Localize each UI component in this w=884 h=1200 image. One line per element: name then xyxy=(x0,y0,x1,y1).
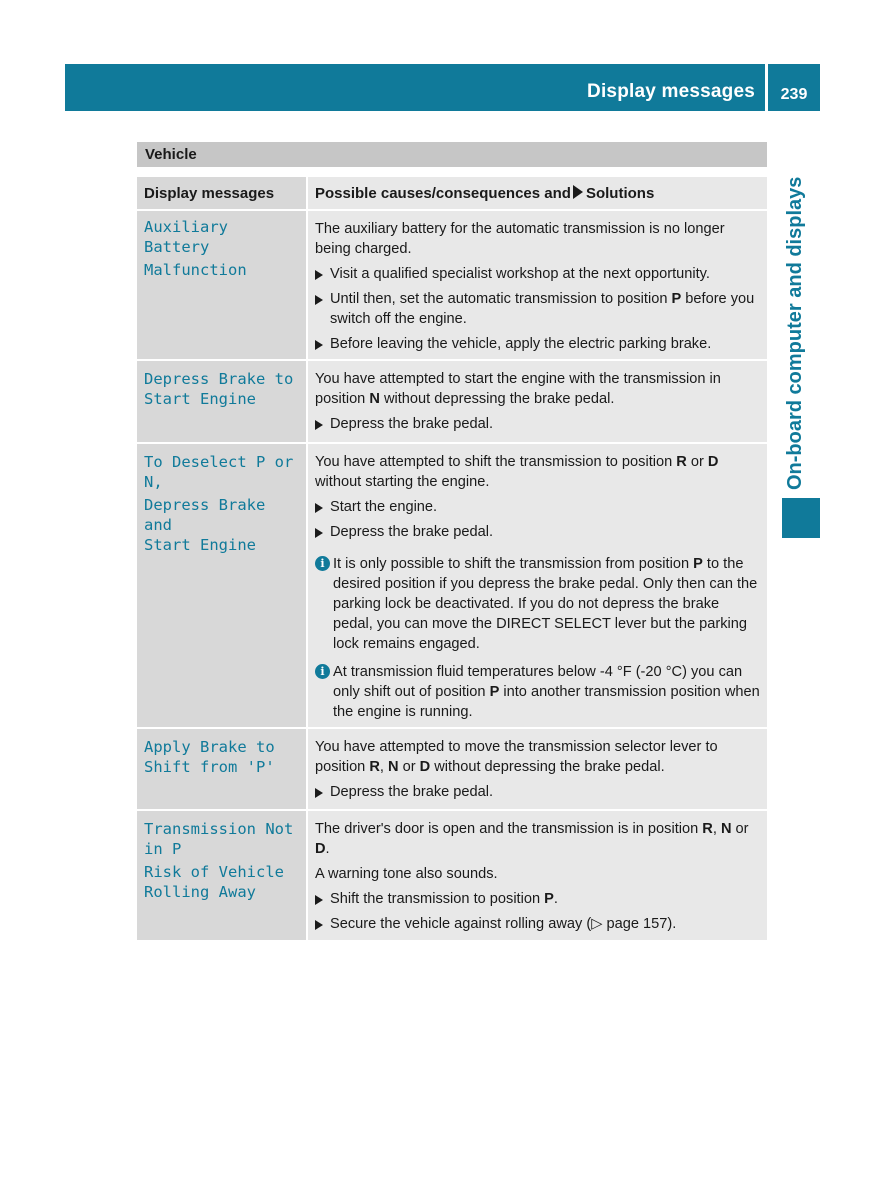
info-text: into another transmission position when the engine is running. xyxy=(333,684,760,720)
cause-text xyxy=(315,369,761,409)
column-header-causes xyxy=(308,177,767,209)
solution-step xyxy=(315,289,761,329)
step-arrow-icon xyxy=(315,295,323,305)
table-row xyxy=(137,209,767,359)
solution-step xyxy=(315,889,761,909)
message-line: Rolling Away xyxy=(144,883,256,901)
cause-text-part: You have attempted to start the engine with the transmission in position xyxy=(315,371,721,407)
cause-text-part: or xyxy=(686,454,708,470)
step-arrow-icon xyxy=(315,528,323,538)
step-text: Secure the vehicle against rolling away (▷ page 157). xyxy=(330,916,677,932)
cause-text-bold: D xyxy=(707,454,719,470)
step-text-bold: P xyxy=(671,291,682,307)
cause-text-bold: N xyxy=(720,821,732,837)
cause-text-bold: D xyxy=(315,841,326,857)
solution-step xyxy=(315,497,761,517)
side-tab-label: On-board computer and displays xyxy=(784,176,806,490)
message-line: Start Engine xyxy=(144,390,256,408)
solution-step xyxy=(315,782,761,802)
solution-step xyxy=(315,914,761,934)
solution-step xyxy=(315,334,761,354)
cause-text-part: , xyxy=(712,821,721,837)
cause-text-bold: N xyxy=(388,759,399,775)
step-text: Depress the brake pedal. xyxy=(330,784,494,800)
step-arrow-icon xyxy=(315,270,323,280)
message-solution xyxy=(308,811,767,940)
cause-text-bold: R xyxy=(676,454,687,470)
cause-text xyxy=(315,737,761,777)
info-icon: i xyxy=(315,664,330,679)
display-message xyxy=(137,729,308,809)
message-solution xyxy=(308,211,767,359)
cause-text-bold: R xyxy=(369,759,380,775)
page-number: 239 xyxy=(780,86,808,103)
side-tab-marker xyxy=(782,498,820,538)
cause-text xyxy=(315,452,761,492)
message-line: Malfunction xyxy=(144,261,247,279)
cause-text xyxy=(315,819,761,859)
side-tab xyxy=(778,150,814,490)
step-text: . xyxy=(553,891,558,907)
page-title: Display messages xyxy=(587,81,755,102)
cause-text-part: or xyxy=(731,821,749,837)
cause-text-part: You have attempted to shift the transmission to position xyxy=(315,454,677,470)
message-line: Depress Brake and xyxy=(144,496,266,534)
step-arrow-icon xyxy=(315,503,323,513)
solution-step xyxy=(315,414,761,434)
table-row xyxy=(137,809,767,940)
step-text-bold: P xyxy=(544,891,554,907)
cause-text: A warning tone also sounds. xyxy=(315,866,498,882)
column-header-solutions-text: Solutions xyxy=(585,185,655,202)
step-arrow-icon xyxy=(315,788,323,798)
cause-text-part: . xyxy=(325,841,330,857)
info-text: It is only possible to shift the transmission from position xyxy=(333,556,694,572)
message-line: Depress Brake to xyxy=(144,370,294,388)
info-note xyxy=(315,554,761,654)
cause-text-part: You have attempted to move the transmission selector lever to position xyxy=(315,739,718,775)
cause-text-bold: D xyxy=(419,759,431,775)
step-arrow-icon xyxy=(315,895,323,905)
messages-table xyxy=(137,142,767,940)
solution-step xyxy=(315,264,761,284)
message-solution xyxy=(308,361,767,442)
cause-text-bold: R xyxy=(702,821,713,837)
step-text: Visit a qualified specialist workshop at the next opportunity. xyxy=(330,266,710,282)
message-line: To Deselect P or N, xyxy=(144,453,294,491)
step-arrow-icon xyxy=(315,920,323,930)
message-line: Apply Brake to xyxy=(144,738,275,756)
step-text: Depress the brake pedal. xyxy=(330,416,494,432)
table-row xyxy=(137,727,767,809)
step-text: Until then, set the automatic transmission to position xyxy=(330,291,672,307)
step-text: Before leaving the vehicle, apply the electric parking brake. xyxy=(330,336,712,352)
display-message xyxy=(137,811,308,940)
info-text-bold: P xyxy=(693,556,703,572)
info-icon: i xyxy=(315,556,330,571)
step-text: Shift the transmission to position xyxy=(330,891,545,907)
message-line: Transmission Not xyxy=(144,820,294,838)
cause-text-part: without depressing the brake pedal. xyxy=(430,759,665,775)
table-row xyxy=(137,359,767,442)
cause-text-part: or xyxy=(398,759,420,775)
column-header-messages: Display messages xyxy=(137,177,308,209)
table-header-row xyxy=(137,175,767,209)
cause-text: The auxiliary battery for the automatic transmission is no longer being charged. xyxy=(315,221,725,257)
step-text: Start the engine. xyxy=(330,499,438,515)
column-header-causes-text: Possible causes/consequences and xyxy=(315,185,571,202)
display-message xyxy=(137,444,308,727)
cause-text-bold: N xyxy=(369,391,380,407)
header-bar xyxy=(65,64,765,111)
cause-text-part: without starting the engine. xyxy=(315,474,490,490)
display-message xyxy=(137,361,308,442)
message-line: in P xyxy=(144,840,182,858)
solutions-arrow-icon xyxy=(573,185,583,199)
info-text: At transmission fluid temperatures below -4 °F (-20 °C) you can only shift out of position xyxy=(333,664,743,700)
page-number-box xyxy=(768,64,820,111)
message-line: Start Engine xyxy=(144,536,256,554)
step-arrow-icon xyxy=(315,340,323,350)
message-line: Shift from 'P' xyxy=(144,758,275,776)
step-arrow-icon xyxy=(315,420,323,430)
step-text: before you switch off the engine. xyxy=(330,291,755,327)
cause-text-part: The driver's door is open and the transmission is in position xyxy=(315,821,703,837)
table-row xyxy=(137,442,767,727)
display-message xyxy=(137,211,308,359)
message-line: Auxiliary Battery xyxy=(144,218,228,256)
info-text-bold: P xyxy=(489,684,500,700)
message-line: Risk of Vehicle xyxy=(144,863,284,881)
info-text: to the desired position if you depress the brake pedal. Only then can the parking lock be deactivated. If you do not depress the brake pedal, you can move the DIRECT SELECT lever but the parking lock remains engaged. xyxy=(333,556,758,652)
section-heading: Vehicle xyxy=(137,142,767,167)
cause-text-part: , xyxy=(379,759,389,775)
message-solution xyxy=(308,444,767,727)
step-text: Depress the brake pedal. xyxy=(330,524,494,540)
info-note xyxy=(315,662,761,722)
cause-text-part: without depressing the brake pedal. xyxy=(379,391,615,407)
message-solution xyxy=(308,729,767,809)
solution-step xyxy=(315,522,761,542)
